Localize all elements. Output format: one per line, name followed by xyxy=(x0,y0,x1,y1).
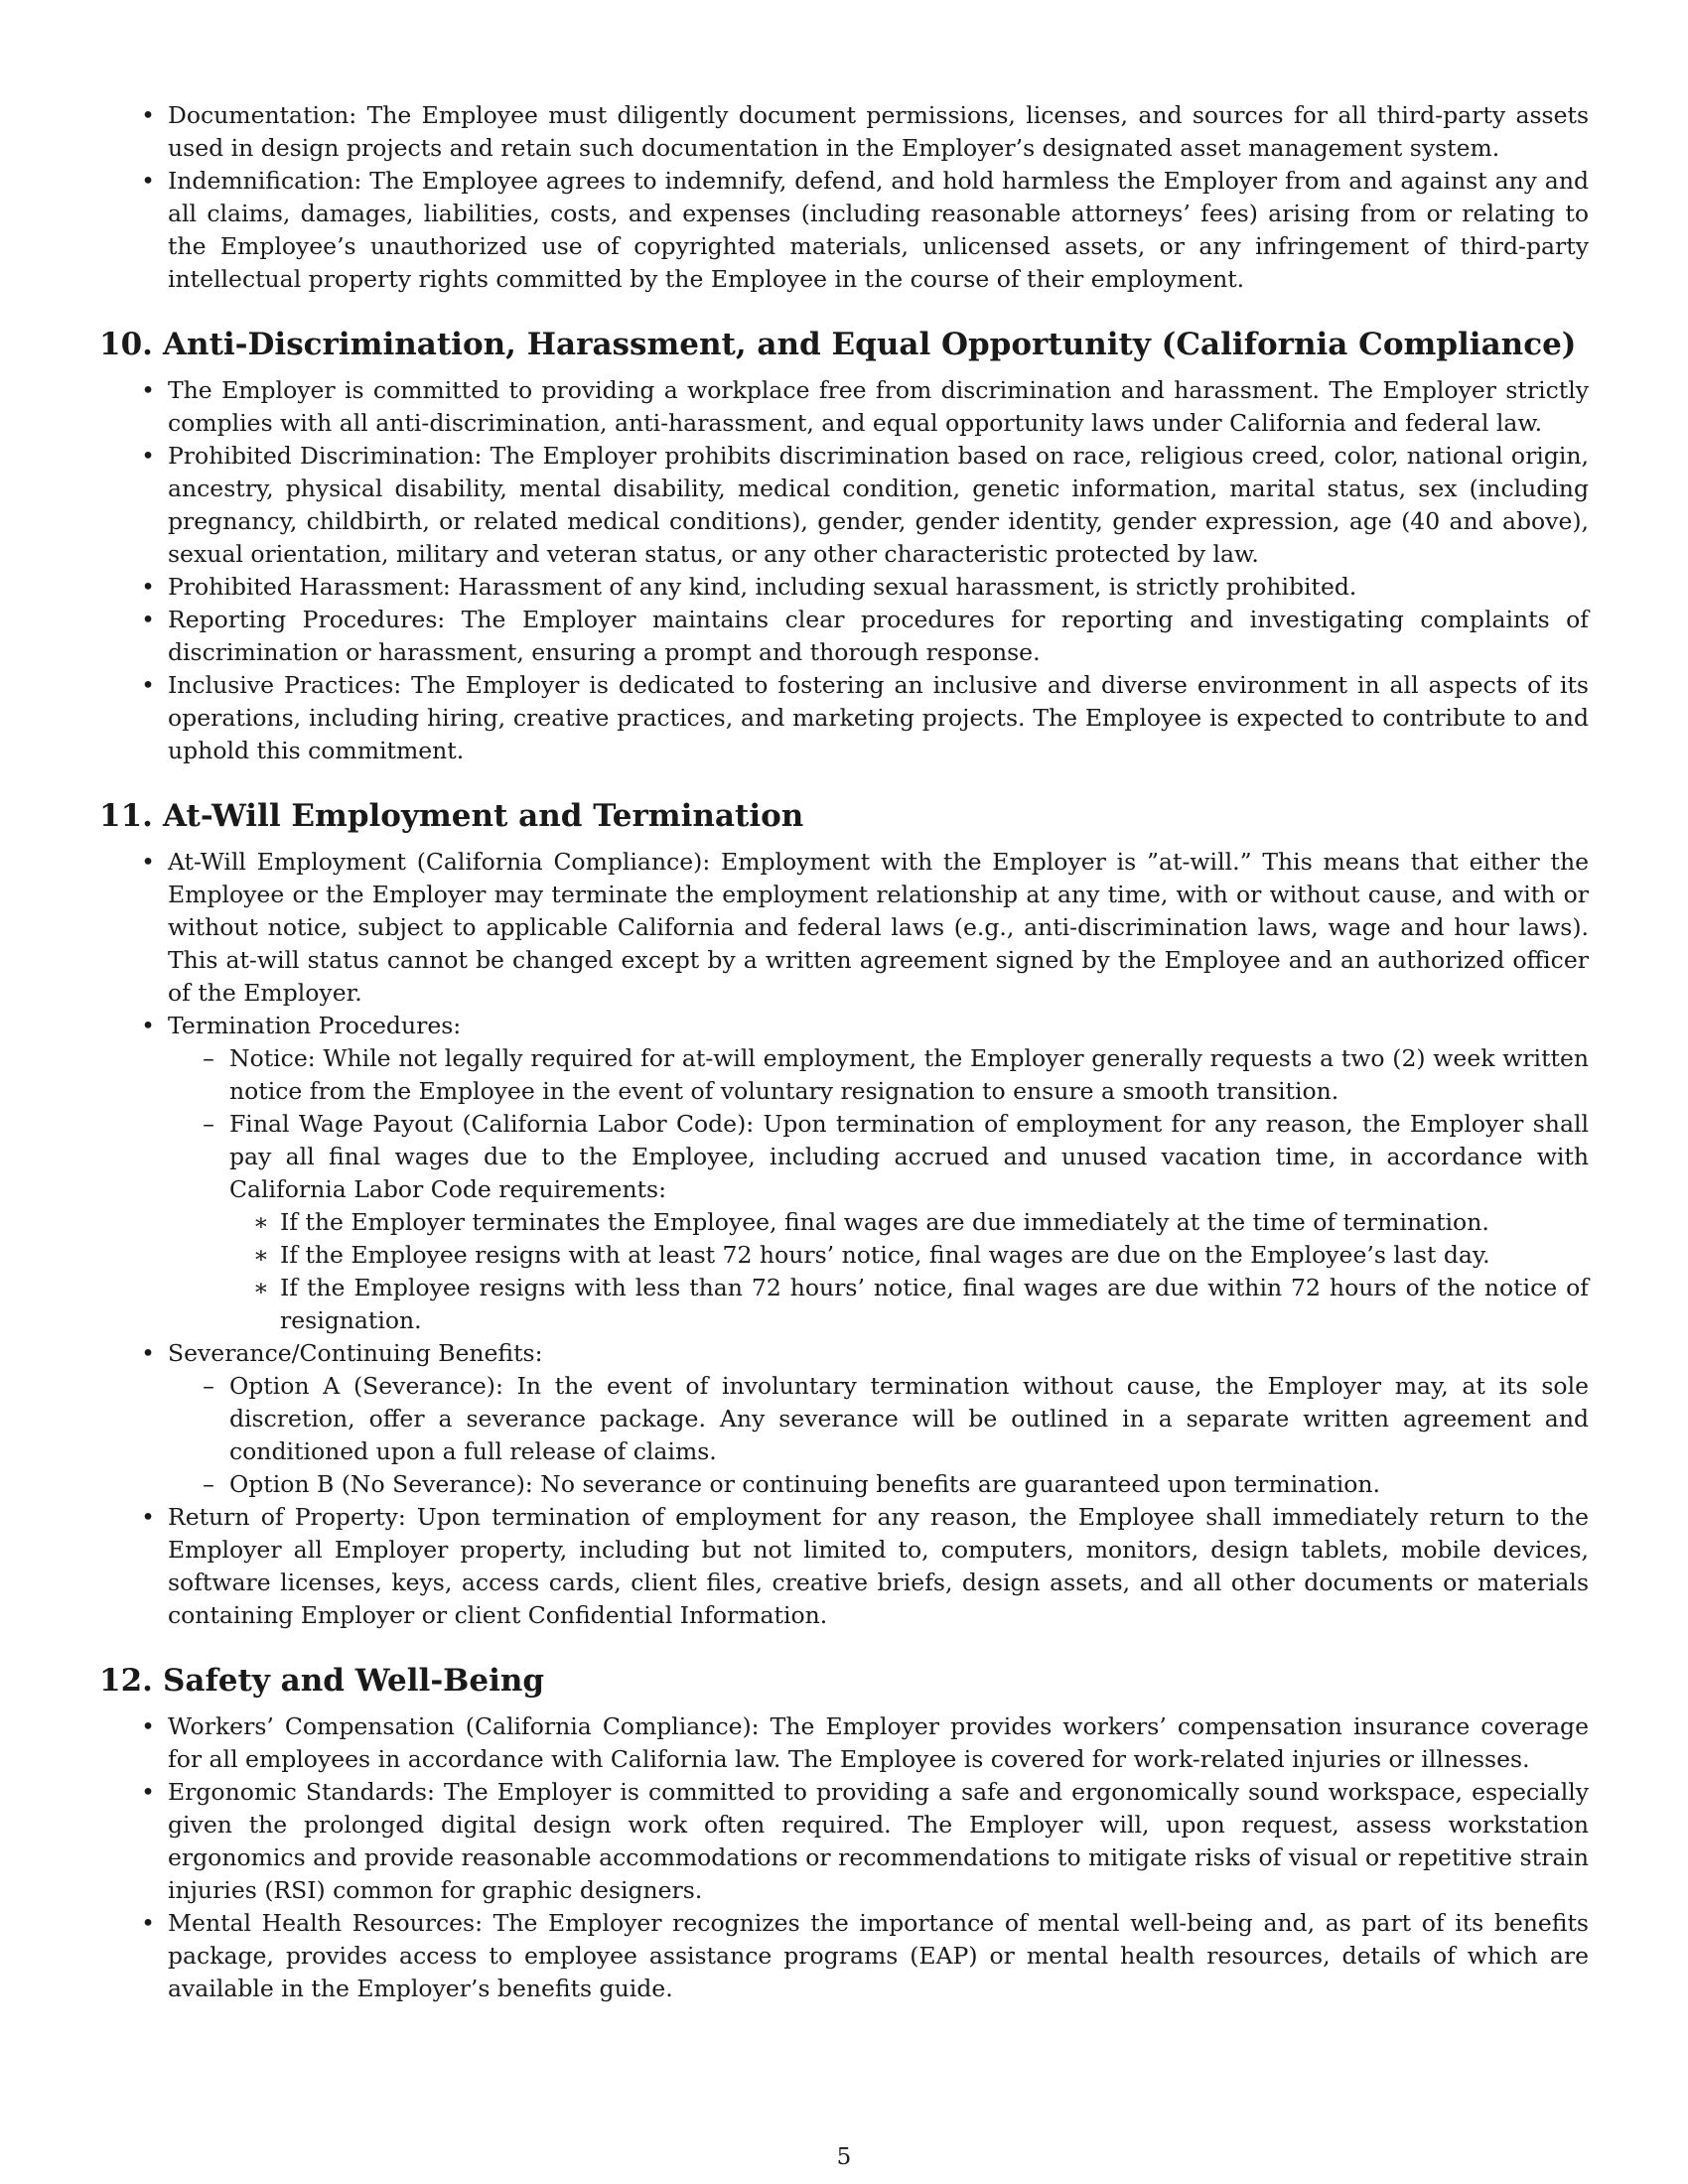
bullet-text: At-Will Employment (California Compliance): Employment with the Employer is ”at-will.” This means that either the Employee or the Employer may terminate the employment relationship at any time, with or without cause, and with or without notice, subject to applicable California and federal laws (e.g., anti-discrimination laws, wage and hour laws). This at-will status cannot be changed except by a written agreement signed by the Employee and an authorized officer of the Employer. xyxy=(168,848,1589,1007)
section-12-bullet-list xyxy=(99,1710,1589,2005)
bullet-text: If the Employee resigns with at least 72 hours’ notice, final wages are due on the Employee’s last day. xyxy=(280,1241,1490,1269)
bullet-termination-procedures xyxy=(99,1010,1589,1042)
sub-bullet-notice xyxy=(99,1042,1589,1108)
bullet-text: Inclusive Practices: The Employer is dedicated to fostering an inclusive and diverse environment in all aspects of its operations, including hiring, creative practices, and marketing projects. The Employee is expected to contribute to and uphold this commitment. xyxy=(168,671,1589,764)
list-item xyxy=(99,374,1589,440)
sub-bullet-final-wage xyxy=(99,1108,1589,1206)
bullet-marker: • xyxy=(141,1339,155,1367)
bullet-marker: • xyxy=(141,671,155,699)
bullet-text: Notice: While not legally required for at-will employment, the Employer generally requests a two (2) week written notice from the Employee in the event of voluntary resignation to ensure a smooth transition. xyxy=(229,1044,1589,1105)
bullet-text: Indemnification: The Employee agrees to indemnify, defend, and hold harmless the Employer from and against any and all claims, damages, liabilities, costs, and expenses (including reasonable attorneys’ fees) arising from or relating to the Employee’s unauthorized use of copyrighted materials, unlicensed assets, or any infringement of third-party intellectual property rights committed by the Employee in the course of their employment. xyxy=(168,167,1589,293)
bullet-text: Termination Procedures: xyxy=(168,1012,462,1039)
dash-marker: – xyxy=(203,1470,214,1498)
bullet-marker: • xyxy=(141,1503,155,1531)
bullet-marker: • xyxy=(141,442,155,470)
dash-marker: – xyxy=(203,1044,214,1072)
page-content xyxy=(99,99,1589,2005)
asterisk-marker: ∗ xyxy=(253,1274,269,1301)
asterisk-marker: ∗ xyxy=(253,1208,269,1236)
section-10-bullet-list xyxy=(99,374,1589,767)
bullet-text: If the Employer terminates the Employee, final wages are due immediately at the time of termination. xyxy=(280,1208,1489,1236)
bullet-marker: • xyxy=(141,848,155,876)
bullet-marker: • xyxy=(141,101,155,129)
list-item xyxy=(99,604,1589,669)
list-item xyxy=(99,1776,1589,1907)
section-title: Safety and Well-Being xyxy=(163,1663,545,1699)
section-11-heading xyxy=(99,796,1589,836)
bullet-text: Mental Health Resources: The Employer recognizes the importance of mental well-being and, as part of its benefits package, provides access to employee assistance programs (EAP) or mental health resources, details of which are available in the Employer’s benefits guide. xyxy=(168,1909,1589,2002)
list-item xyxy=(99,571,1589,604)
sub-sub-bullet xyxy=(99,1206,1589,1239)
bullet-marker: • xyxy=(141,1909,155,1937)
list-item xyxy=(99,440,1589,571)
bullet-marker: • xyxy=(141,376,155,404)
bullet-text: Prohibited Discrimination: The Employer prohibits discrimination based on race, religious creed, color, national origin, ancestry, physical disability, mental disability, medical condition, genetic information, marital status, sex (including pregnancy, childbirth, or related medical conditions), gender, gender identity, gender expression, age (40 and above), sexual orientation, military and veteran status, or any other characteristic protected by law. xyxy=(168,442,1589,568)
bullet-at-will xyxy=(99,846,1589,1010)
page-number: 5 xyxy=(836,2144,852,2170)
bullet-documentation xyxy=(99,99,1589,165)
list-item xyxy=(99,1710,1589,1776)
bullet-text: Option A (Severance): In the event of involuntary termination without cause, the Employer may, at its sole discretion, offer a severance package. Any severance will be outlined in a separate written agreement and conditioned upon a full release of claims. xyxy=(229,1372,1589,1465)
sub-bullet-option-b xyxy=(99,1468,1589,1501)
bullet-text: Severance/Continuing Benefits: xyxy=(168,1339,543,1367)
bullet-text: Workers’ Compensation (California Compliance): The Employer provides workers’ compensation insurance coverage for all employees in accordance with California law. The Employee is covered for work-related injuries or illnesses. xyxy=(168,1712,1589,1773)
bullet-text: Final Wage Payout (California Labor Code): Upon termination of employment for any reason, the Employer shall pay all final wages due to the Employee, including accrued and unused vacation time, in accordance with California Labor Code requirements: xyxy=(229,1110,1589,1203)
bullet-text: Ergonomic Standards: The Employer is committed to providing a safe and ergonomically sound workspace, especially given the prolonged digital design work often required. The Employer will, upon request, assess workstation ergonomics and provide reasonable accommodations or recommendations to mitigate risks of visual or repetitive strain injuries (RSI) common for graphic designers. xyxy=(168,1778,1589,1904)
list-item xyxy=(99,669,1589,767)
bullet-severance xyxy=(99,1337,1589,1370)
bullet-text: Reporting Procedures: The Employer maintains clear procedures for reporting and investigating complaints of discrimination or harassment, ensuring a prompt and thorough response. xyxy=(168,606,1589,666)
bullet-return-property xyxy=(99,1501,1589,1632)
section-number: 11. xyxy=(99,798,153,834)
section-title: At-Will Employment and Termination xyxy=(163,798,804,834)
bullet-text: Option B (No Severance): No severance or continuing benefits are guaranteed upon termination. xyxy=(229,1470,1381,1498)
bullet-text: Return of Property: Upon termination of employment for any reason, the Employee shall immediately return to the Employer all Employer property, including but not limited to, computers, monitors, design tablets, mobile devices, software licenses, keys, access cards, client files, creative briefs, design assets, and all other documents or materials containing Employer or client Confidential Information. xyxy=(168,1503,1589,1629)
section-title: Anti-Discrimination, Harassment, and Equal Opportunity (California Compliance) xyxy=(163,327,1577,362)
bullet-indemnification xyxy=(99,165,1589,296)
bullet-marker: • xyxy=(141,1712,155,1740)
dash-marker: – xyxy=(203,1110,214,1138)
list-item xyxy=(99,1907,1589,2005)
bullet-text: If the Employee resigns with less than 72 hours’ notice, final wages are due within 72 hours of the notice of resignation. xyxy=(280,1274,1589,1334)
bullet-text: Prohibited Harassment: Harassment of any kind, including sexual harassment, is strictly prohibited. xyxy=(168,573,1357,601)
bullet-text: The Employer is committed to providing a workplace free from discrimination and harassment. The Employer strictly complies with all anti-discrimination, anti-harassment, and equal opportunity laws under California and federal law. xyxy=(168,376,1589,437)
bullet-marker: • xyxy=(141,167,155,195)
section-number: 10. xyxy=(99,327,153,362)
section-10-heading xyxy=(99,325,1589,364)
sub-sub-bullet xyxy=(99,1272,1589,1337)
section-12-heading xyxy=(99,1661,1589,1701)
bullet-marker: • xyxy=(141,1012,155,1039)
dash-marker: – xyxy=(203,1372,214,1400)
section-number: 12. xyxy=(99,1663,153,1699)
bullet-text: Documentation: The Employee must diligently document permissions, licenses, and sources for all third-party assets used in design projects and retain such documentation in the Employer’s designated asset management system. xyxy=(168,101,1589,162)
section-11-bullet-list xyxy=(99,846,1589,1632)
intro-bullet-list xyxy=(99,99,1589,296)
bullet-marker: • xyxy=(141,573,155,601)
bullet-marker: • xyxy=(141,1778,155,1806)
sub-sub-bullet xyxy=(99,1239,1589,1272)
bullet-marker: • xyxy=(141,606,155,633)
sub-bullet-option-a xyxy=(99,1370,1589,1468)
asterisk-marker: ∗ xyxy=(253,1241,269,1269)
